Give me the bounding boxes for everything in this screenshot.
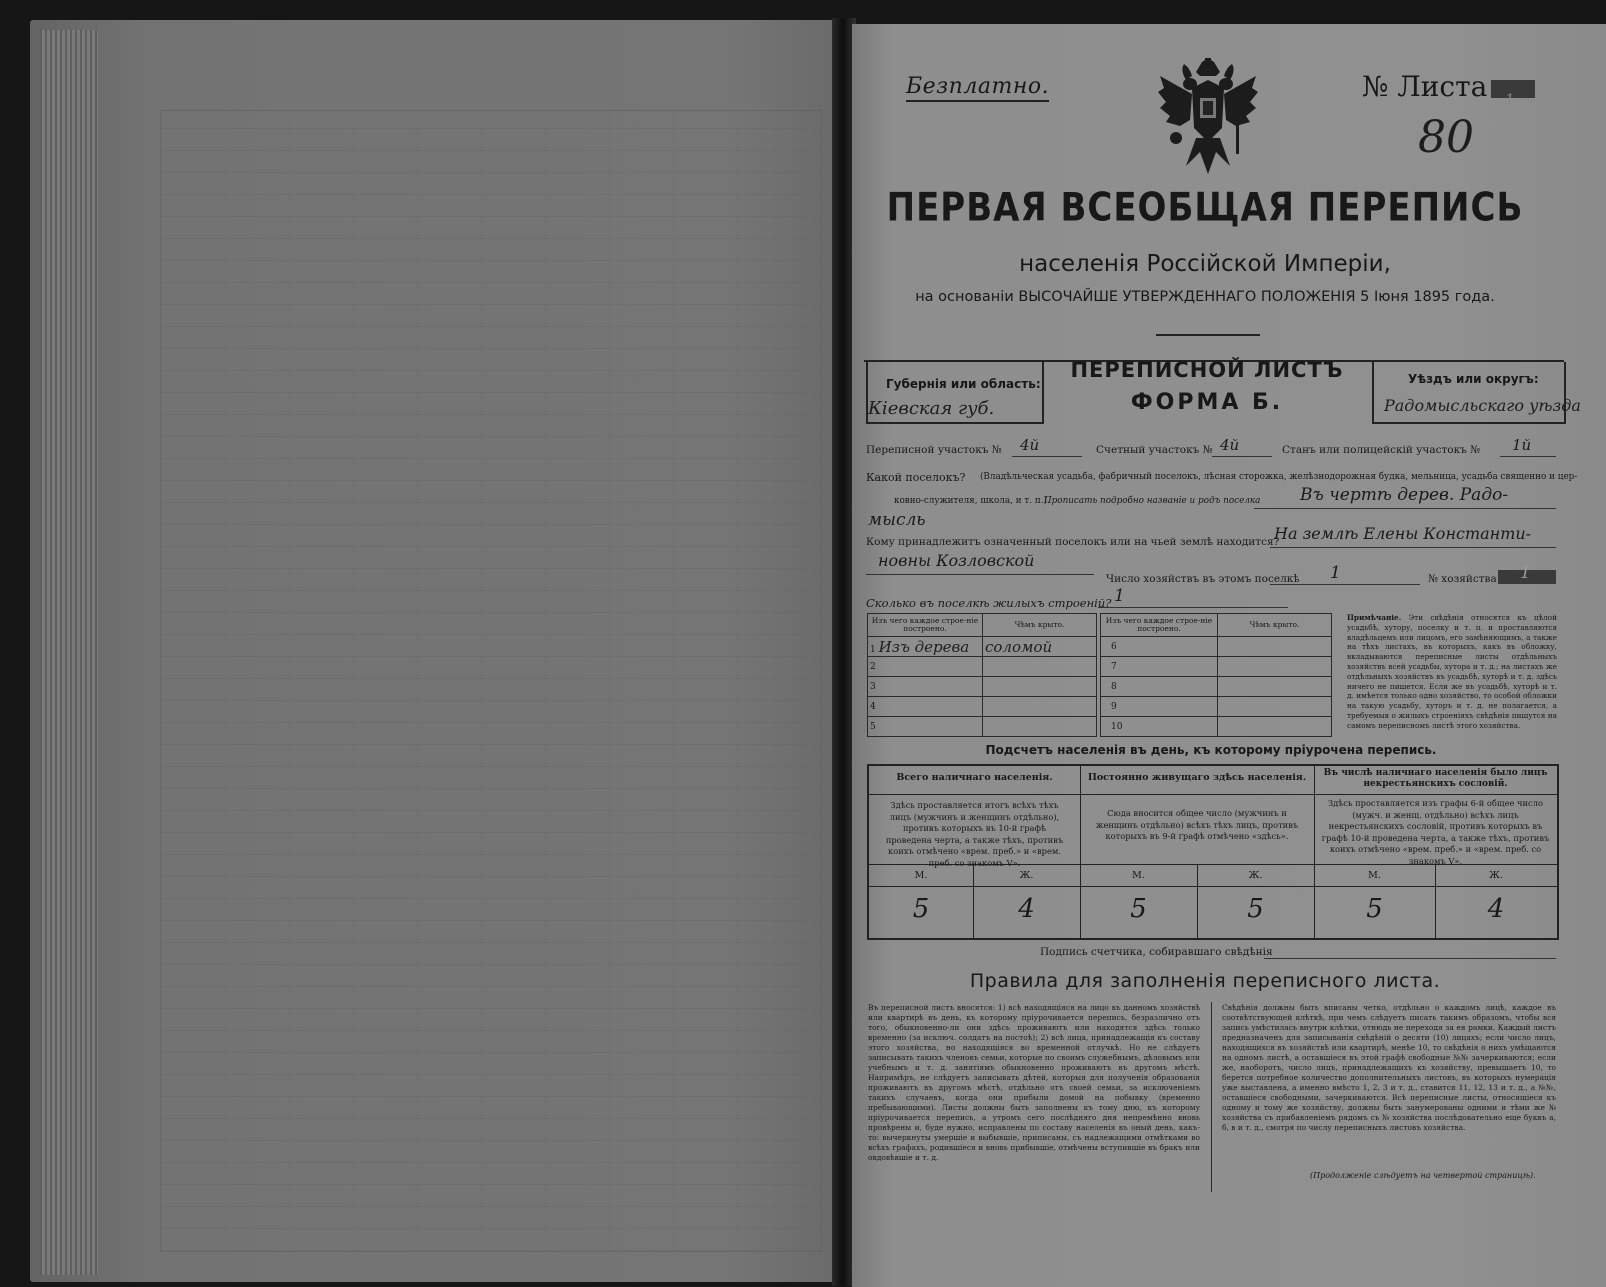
household-no-value: 1	[1520, 563, 1531, 583]
pop-m-label-1: М.	[914, 870, 928, 881]
table-row: 5	[868, 717, 1097, 737]
rules-right-column: Свѣдѣнія должны быть вписаны четко, отдѣльно о каждомъ лицѣ, каждое въ соотвѣтствующей клѣткѣ, при чемъ слѣдуетъ писать такимъ образомъ, чтобы вся запись умѣстилась внутри клѣтки, отнюдь не переходя за ея рамки. Каждый листъ предназначенъ для записыванія свѣдѣній о десяти (10) лицахъ; если число лицъ, находящихся въ хозяйствѣ или квартирѣ, менѣе 10, то свѣдѣнія о нихъ умѣщаются на одномъ листѣ, а оставшіеся въ этой графѣ свободные №№ зачеркиваются; если же, наоборотъ, число лицъ, принадлежащихъ къ хозяйству, превышаетъ 10, то берется потребное количество дополнительныхъ листовъ, въ которыхъ нумерація уже выставлена, а именно вмѣсто 1, 2, 3 и т. д., ставится 11, 12, 13 и т. д., а №№, оставшіеся свободными, зачеркиваются. Всѣ переписные листы, относящіеся къ одному и тому же хозяйству, должны быть занумерованы одними и тѣми же № хозяйства съ прибавленіемъ рядомъ съ № хозяйства послѣдовательно еще буквъ а, б, в и т. д., смотря по числу переписныхъ листовъ хозяйства.	[1222, 1003, 1556, 1132]
pop-head-permanent: Постоянно живущаго здѣсь населенія.	[1087, 772, 1307, 783]
page-number: 80	[1418, 112, 1474, 163]
left-page-ghost-grid	[160, 110, 822, 1252]
settlement-value: Въ чертѣ дерев. Радо-	[1300, 485, 1509, 505]
count-area-line	[1212, 456, 1272, 457]
settlement-hint-2: ковно-служителя, школа, и т. п.).	[894, 496, 1050, 506]
rules-divider	[1211, 1002, 1212, 1192]
pop-desc-nonpeasant: Здѣсь проставляется изъ графы 6-й общее число (мужч. и женщ. отдѣльно) всѣхъ лицъ некрестьянскихъ сословій, противъ которыхъ въ графѣ 10-й проведена черта, а также тѣхъ, противъ коихъ отмѣчено «врем. преб.» и «врем. преб. со знакомъ V».	[1321, 798, 1550, 866]
uezd-label: Уѣздъ или округъ:	[1408, 372, 1539, 386]
sheet-number-value: 1	[1491, 80, 1535, 98]
owner-line	[1270, 547, 1556, 548]
population-count-box	[867, 764, 1559, 940]
note-text	[1347, 613, 1557, 731]
stan-value: 1й	[1512, 436, 1532, 454]
rules-left-column: Въ переписной листъ вносятся: 1) всѣ находящіяся на лицо въ данномъ хозяйствѣ или квартирѣ въ день, къ которому пріурочивается перепись, безразлично отъ того, обыкновенно-ли они здѣсь проживаютъ или находятся здѣсь только временно (за исключ. солдатъ на постоѣ); 2) всѣ лица, принадлежащія къ составу этого хозяйства, но находящіяся во временной отлучкѣ. Но не слѣдуетъ записывать такихъ членовъ семьи, которые по своимъ служебнымъ, дѣловымъ или учебнымъ и т. д. занятіямъ обыкновенно проживаютъ въ другомъ мѣстѣ. Напримѣръ, не слѣдуетъ записывать дѣтей, которыя для полученія образованія проживаютъ въ другомъ мѣстѣ, отдѣльно отъ своей семьи, за исключеніемъ такихъ случаевъ, когда они прибыли домой на побывку (временно пребывающими). Листы должны быть заполнены къ тому дню, къ которому пріурочивается перепись, а утромъ сего послѣдняго дня непремѣнно вновь провѣрены и, буде нужно, исправлены по составу населенія въ оный день, какъ-то: вычеркнуты умершіе и выбывшіе, приписаны, съ надлежащими отмѣтками во всѣхъ графахъ, родившіеся и вновь прибывшіе, отмѣчены вступившіе въ бракъ или овдовѣвшіе и т. д.	[868, 1003, 1200, 1162]
census-area-line	[1012, 456, 1082, 457]
rules-title: Правила для заполненія переписного листа.	[969, 970, 1441, 992]
pop-permanent-f: 5	[1247, 894, 1264, 924]
table-row: 10	[1101, 717, 1332, 737]
population-count-title: Подсчетъ населенія въ день, къ которому пріурочена перепись.	[985, 743, 1437, 757]
pop-f-label-3: Ж.	[1489, 870, 1503, 881]
pop-present-m: 5	[912, 894, 930, 924]
free-label: Безплатно.	[906, 74, 1049, 102]
uezd-value: Радомысльскаго уѣзда	[1384, 396, 1581, 415]
count-area-value: 4й	[1220, 436, 1240, 454]
buildings-line	[1098, 607, 1288, 608]
stan-line	[1500, 456, 1556, 457]
buildings-table-left	[867, 613, 1097, 737]
census-area-value: 4й	[1020, 436, 1040, 454]
settlement-hint: (Владѣльческая усадьба, фабричный поселокъ, лѣсная сторожка, желѣзнодорожная будка, мельница, усадьба священно и цер-	[980, 472, 1578, 482]
pop-permanent-m: 5	[1130, 894, 1147, 924]
pop-desc-permanent: Сюда вносится общее число (мужчинъ и женщинъ отдѣльно) всѣхъ тѣхъ лицъ, противъ которыхъ въ 9-й графѣ отмѣчено «здѣсь».	[1095, 808, 1299, 841]
pop-m-label-2: М.	[1132, 870, 1145, 881]
pop-f-label-2: Ж.	[1248, 870, 1263, 881]
note-label: Примѣчаніе.	[1347, 613, 1402, 622]
title-rule	[1156, 334, 1260, 336]
bld-col-material: Изъ чего каждое строе-ніе построено.	[868, 614, 983, 637]
pop-present-f: 4	[1018, 894, 1035, 924]
settlement-question: Какой поселокъ?	[866, 471, 966, 484]
settlement-value-2: мысль	[868, 510, 926, 530]
gubernia-label: Губернія или область:	[886, 377, 1041, 391]
form-title: ФОРМА Б.	[1130, 390, 1284, 415]
table-row: 7	[1101, 657, 1332, 677]
buildings-question: Сколько въ поселкѣ жилыхъ строеній?	[866, 596, 1112, 610]
sheet-number	[1362, 70, 1535, 108]
pop-f-label-1: Ж.	[1019, 870, 1034, 881]
owner-question: Кому принадлежитъ означенный поселокъ или на чьей землѣ находится?	[866, 536, 1280, 548]
pop-nonpeasant-f: 4	[1487, 894, 1505, 924]
table-row: 1 Изъ дерева соломой	[868, 637, 1097, 657]
settlement-line	[1254, 508, 1556, 509]
pop-head-rule	[869, 794, 1557, 795]
census-legal-basis: на основаніи ВЫСОЧАЙШЕ УТВЕРЖДЕННАГО ПОЛОЖЕНІЯ 5 Іюня 1895 года.	[915, 289, 1495, 305]
census-subtitle: населенія Россійской Имперіи,	[1019, 251, 1391, 277]
table-row: 6	[1101, 637, 1332, 657]
census-title: ПЕРВАЯ ВСЕОБЩАЯ ПЕРЕПИСЬ	[886, 185, 1524, 231]
households-value: 1	[1330, 563, 1341, 583]
pop-desc-present: Здѣсь проставляется итогъ всѣхъ тѣхъ лицъ (мужчинъ и женщинъ отдѣльно), противъ которыхъ въ 10-й графѣ проведена черта, а также тѣхъ, противъ коихъ отмѣчено «врем. преб.» и «врем. преб. со знакомъ V».	[885, 800, 1064, 868]
page-edges	[40, 30, 98, 1275]
pop-nonpeasant-m: 5	[1366, 894, 1383, 924]
note-body: Эти свѣдѣнія относятся къ цѣлой усадьбѣ, хутору, поселку и т. п. и проставляются владѣльцемъ или лицомъ, его замѣняющимъ, а также на тѣхъ листахъ, въ которыхъ, какъ въ обложку, вкладываются переписные листы отдѣльныхъ хозяйствъ всей усадьбы, хутора и т. д.; на листахъ же отдѣльныхъ хозяйствъ въ усадьбѣ, хуторѣ и т. д. здѣсь ничего не пишется. Если же въ усадьбѣ, хуторѣ и т. д. имѣется только одно хозяйство, то особой обложки на такую усадьбу, хуторъ и т. д. не полагается, а требуемыя о жилыхъ строеніяхъ свѣдѣнія пишутся на самомъ переписномъ листѣ этого хозяйства.	[1347, 613, 1557, 730]
owner-value: На землѣ Елены Константи-	[1274, 524, 1532, 543]
buildings-value: 1	[1114, 586, 1125, 606]
households-line	[1270, 584, 1420, 585]
sheet-number-label: № Листа	[1362, 70, 1488, 103]
pop-head-present: Всего наличнаго населенія.	[896, 772, 1053, 783]
table-row: 8	[1101, 677, 1332, 697]
census-area-label: Переписной участокъ №	[866, 444, 1002, 456]
enumerator-signature-label: Подпись счетчика, собиравшаго свѣдѣнія	[1040, 946, 1273, 958]
bld-col-material-2: Изъ чего каждое строе-ніе построено.	[1101, 614, 1218, 637]
rules-continued: (Продолженіе слѣдуетъ на четвертой страницѣ).	[1310, 1171, 1536, 1180]
signature-line	[1264, 958, 1556, 959]
table-row: 4	[868, 697, 1097, 717]
table-row: 2	[868, 657, 1097, 677]
table-row: 9	[1101, 697, 1332, 717]
sheet-title: ПЕРЕПИСНОЙ ЛИСТЪ	[1070, 358, 1344, 382]
owner-line-2	[866, 574, 1094, 575]
gubernia-value: Кіевская губ.	[868, 398, 995, 419]
imperial-eagle-emblem-icon	[1156, 58, 1260, 176]
bld-col-roof-2: Чѣмъ крыто.	[1218, 614, 1332, 637]
buildings-table-right	[1100, 613, 1332, 737]
count-area-label: Счетный участокъ №	[1096, 444, 1213, 456]
households-label: Число хозяйствъ въ этомъ поселкѣ	[1106, 573, 1300, 585]
pop-head-nonpeasant: Въ числѣ наличнаго населенія было лицъ некрестьянскихъ сословій.	[1323, 768, 1548, 789]
table-row: 3	[868, 677, 1097, 697]
household-no-label: № хозяйства	[1428, 573, 1497, 585]
owner-value-2: новны Козловской	[878, 551, 1035, 570]
bld-col-roof: Чѣмъ крыто.	[983, 614, 1097, 637]
stan-label: Станъ или полицейскій участокъ №	[1282, 444, 1481, 456]
settlement-hint-3: Прописать подробно названіе и родъ поселка	[1044, 496, 1261, 506]
pop-m-label-3: М.	[1368, 870, 1381, 881]
